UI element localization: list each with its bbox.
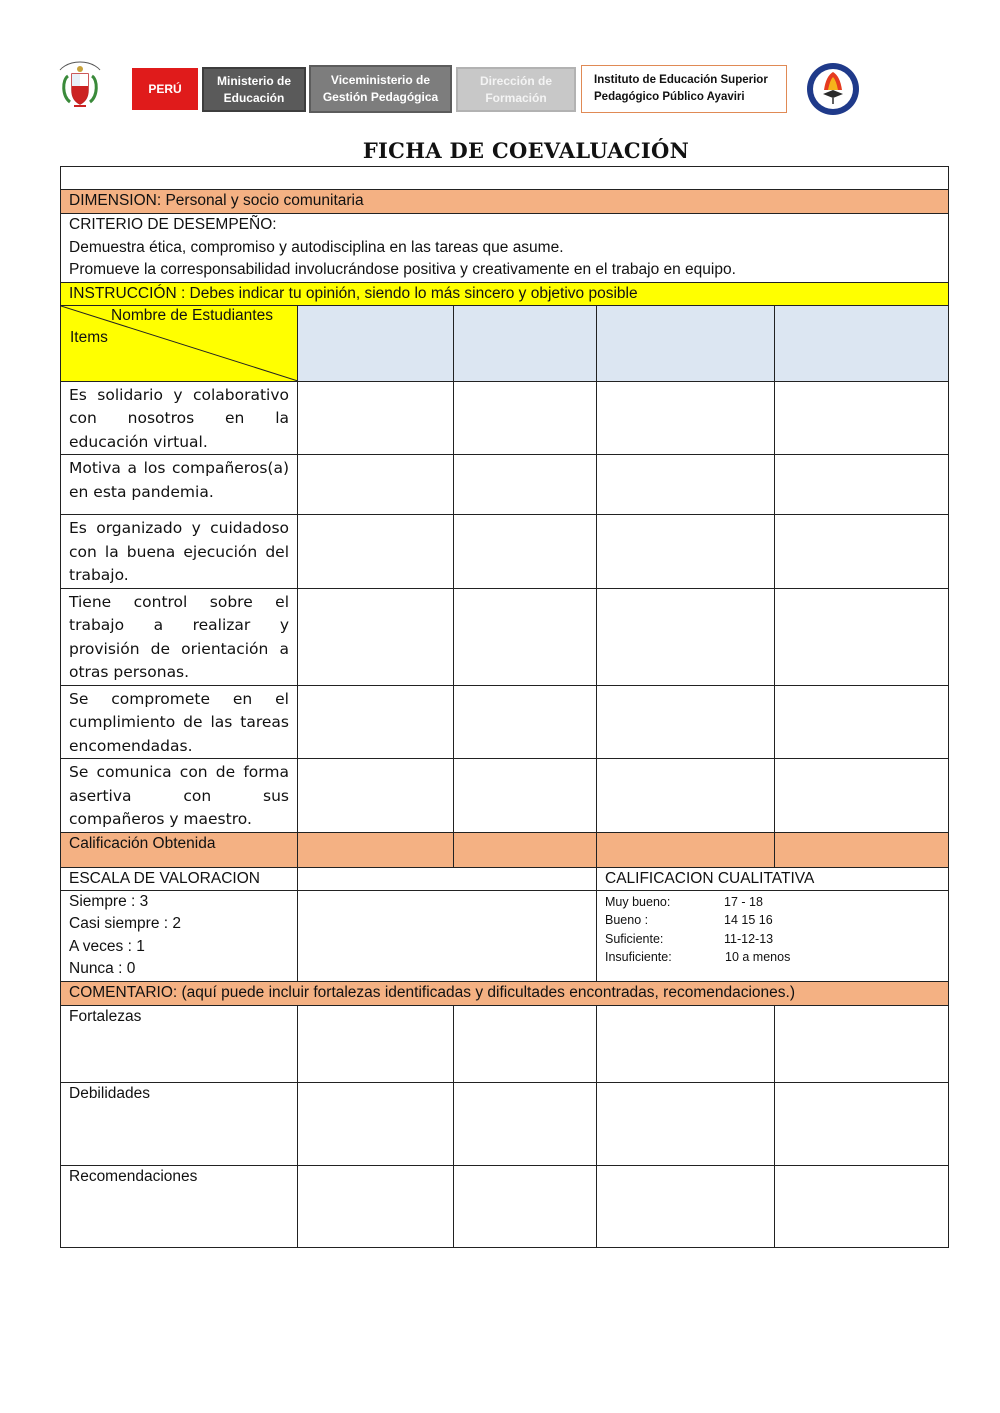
comentario-row (61, 981, 949, 1005)
comment-cell[interactable] (775, 1082, 949, 1165)
comment-cell[interactable] (597, 1082, 775, 1165)
score-cell[interactable] (298, 759, 454, 833)
calificacion-row (61, 832, 949, 867)
student-names-row (61, 305, 949, 381)
escala-values (61, 890, 298, 981)
viceministerio-badge: Viceministerio de Gestión Pedagógica (309, 65, 452, 113)
comment-cell[interactable] (454, 1082, 597, 1165)
cualitativa-range: 10 a menos (725, 950, 791, 964)
criterio-line-1: Demuestra ética, compromiso y autodisciplina en las tareas que asume. (69, 238, 564, 256)
score-cell[interactable] (454, 685, 597, 759)
coevaluation-table (60, 166, 949, 1248)
debilidades-row (61, 1082, 949, 1165)
score-cell[interactable] (775, 685, 949, 759)
instruccion-label: INSTRUCCIÓN : Debes indicar tu opinión, siendo lo más sincero y objetivo posible (61, 282, 949, 305)
scale-row (61, 890, 949, 981)
comment-cell[interactable] (454, 1005, 597, 1082)
student-name-cell[interactable] (597, 305, 775, 381)
total-score-cell[interactable] (775, 832, 949, 867)
escala-value: Siempre : 3 (69, 892, 149, 910)
criterio-cell (61, 214, 949, 283)
student-name-cell[interactable] (454, 305, 597, 381)
empty-cell (298, 890, 597, 981)
item-row (61, 381, 949, 455)
item-row (61, 588, 949, 685)
fortalezas-label: Fortalezas (61, 1005, 298, 1082)
items-header-label: Items (70, 328, 108, 346)
recomendaciones-row (61, 1165, 949, 1247)
item-label: Motiva a los compañeros(a) en esta pandemia. (61, 455, 298, 515)
escala-heading: ESCALA DE VALORACION (61, 867, 298, 890)
score-cell[interactable] (298, 515, 454, 589)
score-cell[interactable] (597, 588, 775, 685)
students-header-label: Nombre de Estudiantes (111, 306, 273, 324)
score-cell[interactable] (298, 381, 454, 455)
score-cell[interactable] (454, 759, 597, 833)
total-score-cell[interactable] (597, 832, 775, 867)
item-label: Es solidario y colaborativo con nosotros en la educación virtual. (61, 381, 298, 455)
peru-badge: PERÚ (132, 68, 198, 110)
criterio-line-2: Promueve la corresponsabilidad involucrándose positiva y creativamente en el trabajo en equipo. (69, 261, 736, 278)
page-header (0, 0, 1000, 163)
empty-cell (298, 867, 597, 890)
score-cell[interactable] (597, 381, 775, 455)
escala-value: Casi siempre : 2 (69, 915, 181, 932)
item-label: Se compromete en el cumplimiento de las tareas encomendadas. (61, 685, 298, 759)
cualitativa-label: Insuficiente: (605, 950, 672, 964)
score-cell[interactable] (454, 515, 597, 589)
scale-header-row (61, 867, 949, 890)
item-label: Es organizado y cuidadoso con la buena ejecución del trabajo. (61, 515, 298, 589)
student-name-cell[interactable] (298, 305, 454, 381)
score-cell[interactable] (597, 759, 775, 833)
score-cell[interactable] (298, 685, 454, 759)
recomendaciones-label: Recomendaciones (61, 1165, 298, 1247)
cualitativa-table (597, 890, 949, 981)
cualitativa-label: Muy bueno: (605, 894, 671, 909)
spacer-cell (61, 167, 949, 190)
item-label: Se comunica con de forma asertiva con sus compañeros y maestro. (61, 759, 298, 833)
calificacion-label: Calificación Obtenida (61, 832, 298, 867)
comentario-label: COMENTARIO: (aquí puede incluir fortalezas identificadas y dificultades encontradas, recomendaciones.) (61, 981, 949, 1005)
dimension-row (61, 190, 949, 214)
comment-cell[interactable] (298, 1005, 454, 1082)
score-cell[interactable] (454, 381, 597, 455)
comment-cell[interactable] (298, 1082, 454, 1165)
score-cell[interactable] (298, 455, 454, 515)
score-cell[interactable] (597, 515, 775, 589)
criterio-row (61, 214, 949, 283)
comment-cell[interactable] (775, 1165, 949, 1247)
ministerio-badge: Ministerio de Educación (202, 67, 306, 112)
cualitativa-label: Suficiente: (605, 931, 664, 946)
score-cell[interactable] (775, 515, 949, 589)
instituto-logo-icon (806, 60, 860, 118)
score-cell[interactable] (454, 455, 597, 515)
item-label: Tiene control sobre el trabajo a realizar y provisión de orientación a otras personas. (61, 588, 298, 685)
score-cell[interactable] (454, 588, 597, 685)
comment-cell[interactable] (597, 1005, 775, 1082)
escala-value: A veces : 1 (69, 937, 145, 955)
spacer-row (61, 167, 949, 190)
item-row (61, 515, 949, 589)
cualitativa-heading: CALIFICACION CUALITATIVA (597, 867, 949, 890)
score-cell[interactable] (775, 455, 949, 515)
score-cell[interactable] (597, 455, 775, 515)
item-row (61, 759, 949, 833)
comment-cell[interactable] (775, 1005, 949, 1082)
student-name-cell[interactable] (775, 305, 949, 381)
score-cell[interactable] (298, 588, 454, 685)
peru-coat-of-arms-icon (56, 58, 104, 112)
score-cell[interactable] (775, 759, 949, 833)
cualitativa-range: 11-12-13 (724, 931, 774, 946)
score-cell[interactable] (775, 381, 949, 455)
item-row (61, 685, 949, 759)
score-cell[interactable] (775, 588, 949, 685)
cualitativa-range: 14 15 16 (724, 913, 773, 927)
total-score-cell[interactable] (454, 832, 597, 867)
item-row (61, 455, 949, 515)
criterio-heading: CRITERIO DE DESEMPEÑO: (69, 216, 277, 233)
cualitativa-label: Bueno : (605, 913, 649, 927)
instituto-badge: Instituto de Educación Superior Pedagógico Público Ayaviri (581, 65, 787, 113)
debilidades-label: Debilidades (61, 1082, 298, 1165)
direccion-badge: Dirección de Formación (456, 67, 576, 112)
diagonal-header-cell (61, 305, 298, 381)
instruccion-row (61, 282, 949, 305)
comment-cell[interactable] (597, 1165, 775, 1247)
comment-cell[interactable] (298, 1165, 454, 1247)
fortalezas-row (61, 1005, 949, 1082)
page-title: FICHA DE COEVALUACIÓN (362, 138, 690, 163)
dimension-label: DIMENSION: Personal y socio comunitaria (61, 190, 949, 214)
total-score-cell[interactable] (298, 832, 454, 867)
score-cell[interactable] (597, 685, 775, 759)
cualitativa-range: 17 - 18 (724, 894, 763, 909)
comment-cell[interactable] (454, 1165, 597, 1247)
escala-value: Nunca : 0 (69, 960, 136, 977)
